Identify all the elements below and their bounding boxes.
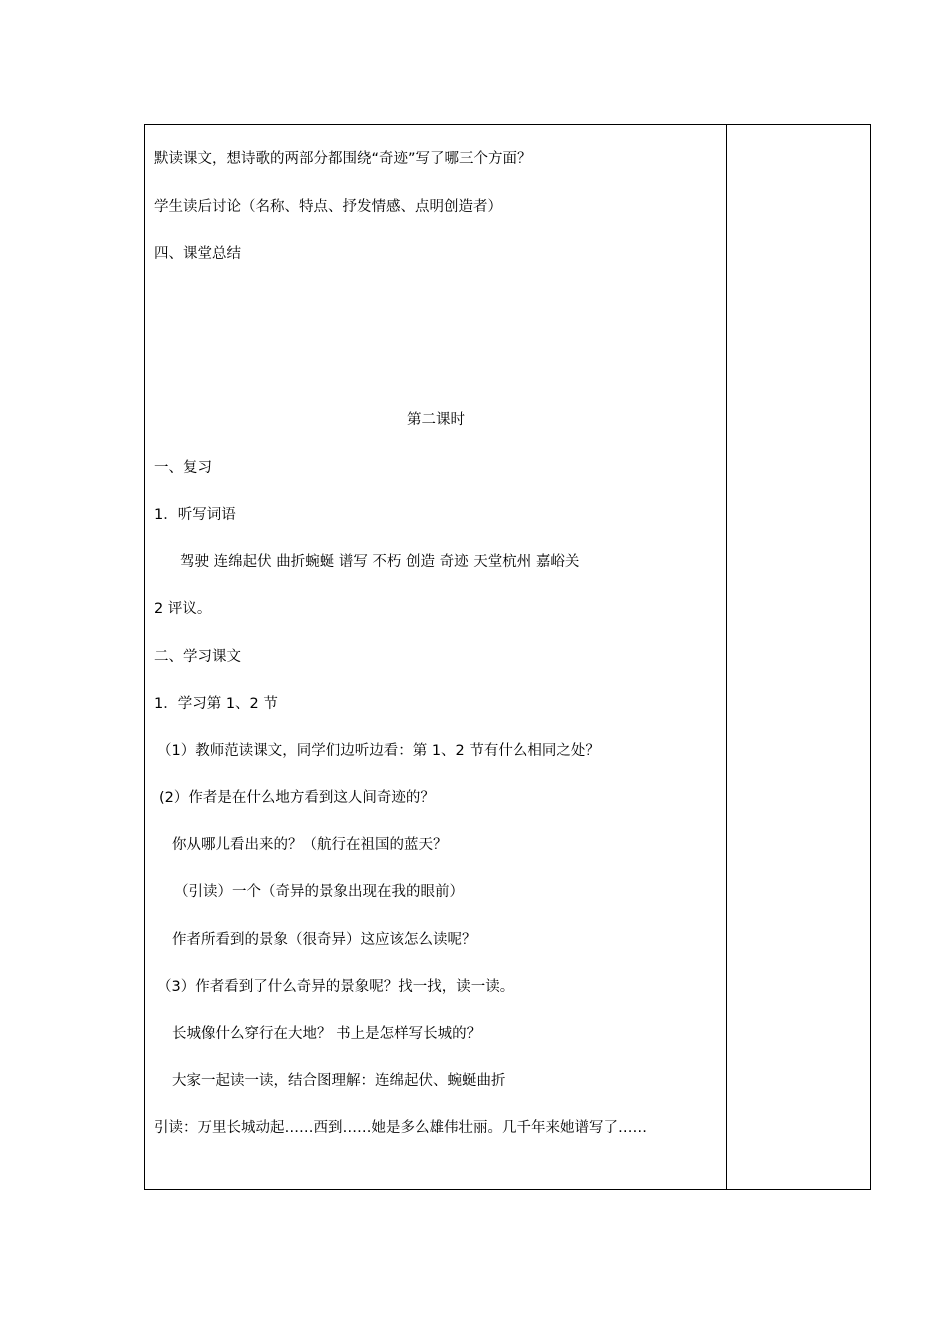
- review-comment-item: 2 评议。: [154, 601, 212, 617]
- step-2-line: (2）作者是在什么地方看到这人间奇迹的？: [159, 790, 435, 806]
- guided-reading-wall-line: 引读：万里长城动起……西到……她是多么雄伟壮丽。几千年来她谱写了……: [154, 1120, 647, 1136]
- study-item: 1．学习第 1、2 节: [154, 696, 278, 712]
- step-3-line: （3）作者看到了什么奇异的景象呢？找一找，读一读。: [157, 979, 515, 995]
- step-1-line: （1）教师范读课文，同学们边听边看：第 1、2 节有什么相同之处？: [157, 743, 600, 759]
- lesson-plan-table: [144, 124, 871, 1190]
- dictation-item: 1．听写词语: [154, 507, 236, 523]
- read-together-line: 大家一起读一读，结合图理解：连绵起伏、蜿蜒曲折: [172, 1073, 506, 1089]
- main-content-cell: [145, 125, 727, 1189]
- section-heading-summary: 四、课堂总结: [154, 246, 241, 262]
- question-line: 默读课文，想诗歌的两部分都围绕“奇迹”写了哪三个方面？: [154, 151, 532, 167]
- great-wall-question-line: 长城像什么穿行在大地？ 书上是怎样写长城的？: [172, 1026, 482, 1042]
- section-heading-study: 二、学习课文: [154, 649, 241, 665]
- notes-cell: [727, 125, 870, 1189]
- guided-reading-line: （引读）一个（奇异的景象出现在我的眼前）: [174, 884, 464, 900]
- lesson-period-title: 第二课时: [407, 412, 465, 428]
- section-heading-review: 一、复习: [154, 460, 212, 476]
- discussion-line: 学生读后讨论（名称、特点、抒发情感、点明创造者）: [154, 199, 502, 215]
- reading-tone-line: 作者所看到的景象（很奇异）这应该怎么读呢？: [172, 932, 477, 948]
- vocabulary-list: 驾驶 连绵起伏 曲折蜿蜒 谱写 不朽 创造 奇迹 天堂杭州 嘉峪关: [180, 554, 580, 570]
- question-where-line: 你从哪儿看出来的？（航行在祖国的蓝天？: [172, 837, 448, 853]
